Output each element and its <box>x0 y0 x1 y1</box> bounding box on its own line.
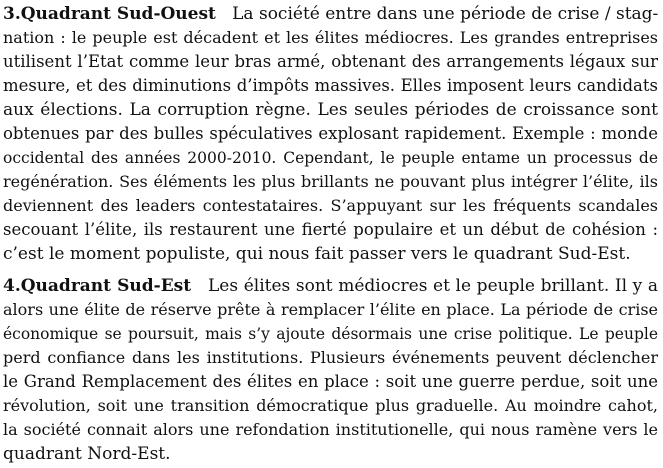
section-heading: 4.Quadrant Sud-Est <box>3 276 192 296</box>
section-heading: 3.Quadrant Sud-Ouest <box>3 4 216 24</box>
line-text: La société entre dans une période de crise / stag- <box>232 4 659 24</box>
paragraph-line: perd confiance dans les institutions. Plusieurs événements peuvent déclencher <box>3 348 658 367</box>
paragraph-line: révolution, soit une transition démocratique plus graduelle. Au moindre cahot, <box>3 396 658 415</box>
paragraph-line: le Grand Remplacement des élites en place : soit une guerre perdue, soit une <box>3 372 658 391</box>
paragraph-line: nation : le peuple est décadent et les élites médiocres. Les grandes entreprises <box>3 28 658 47</box>
paragraph-line: deviennent des leaders contestataires. S’appuyant sur les fréquents scandales <box>3 196 658 215</box>
paragraph-line: occidental des années 2000-2010. Cependant, le peuple entame un processus de <box>3 149 658 167</box>
paragraph-line: aux élections. La corruption règne. Les seules périodes de croissance sont <box>3 100 658 120</box>
paragraph-line: mesure, et des diminutions d’impôts massives. Elles imposent leurs candidats <box>3 76 658 95</box>
paragraph-line: obtenues par des bulles spéculatives explosant rapidement. Exemple : monde <box>3 124 658 143</box>
paragraph-line: économique se poursuit, mais s’y ajoute désormais une crise politique. Le peuple <box>3 325 658 343</box>
paragraph-line: regénération. Ses éléments les plus brillants ne pouvant plus intégrer l’élite, ils <box>3 172 658 191</box>
paragraph-line: c’est le moment populiste, qui nous fait passer vers le quadrant Sud-Est. <box>3 244 631 264</box>
paragraph-line: secouant l’élite, ils restaurent une fierté populaire et un début de cohésion : <box>3 220 658 239</box>
paragraph-line: quadrant Nord-Est. <box>3 444 171 464</box>
line-text: Les élites sont médiocres et le peuple brillant. Il y a <box>208 276 658 296</box>
paragraph-line: utilisent l’Etat comme leur bras armé, obtenant des arrangements légaux sur <box>3 52 658 71</box>
paragraph-line: la société connait alors une refondation institutionelle, qui nous ramène vers le <box>3 420 658 439</box>
paragraph-line <box>3 2 658 26</box>
paragraph-line: alors une élite de réserve prête à remplacer l’élite en place. La période de crise <box>3 300 658 319</box>
paragraph-line <box>3 274 658 298</box>
